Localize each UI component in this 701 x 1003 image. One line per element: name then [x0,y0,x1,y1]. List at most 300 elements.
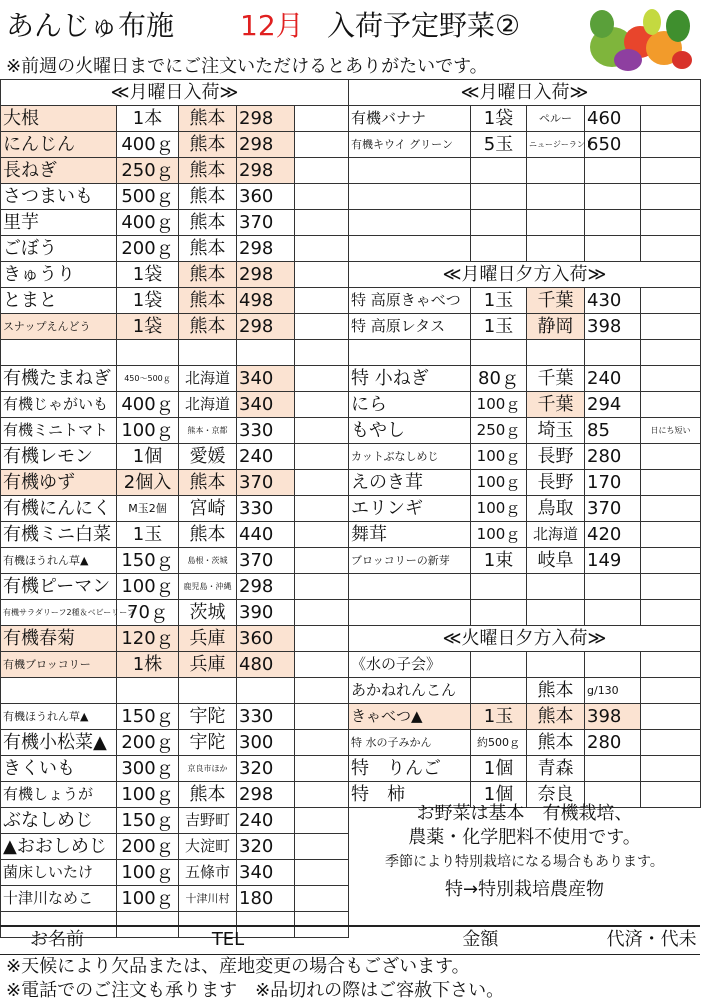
table-row [1,470,349,496]
item-price: 240 [237,808,295,834]
item-origin: 熊本 [179,184,237,210]
table-row [1,600,349,626]
order-qty-cell [295,210,349,236]
order-qty-cell [295,496,349,522]
item-quantity: 100ｇ [117,860,179,886]
item-origin: 奈良 [527,782,585,808]
item-quantity: 100ｇ [117,886,179,912]
order-qty-cell [295,652,349,678]
item-note [641,132,701,158]
item-note [641,574,701,600]
item-origin: 北海道 [179,366,237,392]
table-row [349,392,701,418]
item-name: きくいも [1,756,117,782]
item-price: 320 [237,834,295,860]
item-price: 340 [237,860,295,886]
order-qty-cell [295,106,349,132]
item-price: 390 [237,600,295,626]
item-note [641,678,701,704]
item-price: 280 [585,730,641,756]
item-origin: 宇陀 [179,730,237,756]
item-price: 360 [237,626,295,652]
item-quantity: 300ｇ [117,756,179,782]
table-row [1,626,349,652]
table-row [1,262,349,288]
monday-arrival-header-right: ≪月曜日入荷≫ [349,80,701,106]
item-price: 370 [237,210,295,236]
item-origin: 熊本 [179,158,237,184]
item-name: にら [349,392,471,418]
item-origin: 長野 [527,470,585,496]
item-quantity: 450～500ｇ [117,366,179,392]
item-price: 370 [237,548,295,574]
item-price: 180 [237,886,295,912]
item-price: 650 [585,132,641,158]
table-row [349,184,701,210]
item-origin: 北海道 [179,392,237,418]
item-name: カットぶなしめじ [349,444,471,470]
item-quantity: 1袋 [471,106,527,132]
item-price: 298 [237,158,295,184]
payment-status-label: 代済・代未 [606,929,697,950]
item-name: 特 高原きゃべつ [349,288,471,314]
item-price [237,678,295,704]
order-qty-cell [295,756,349,782]
item-name: 有機ブロッコリー [1,652,117,678]
item-price: 460 [585,106,641,132]
table-row [1,808,349,834]
item-quantity: 1玉 [471,704,527,730]
table-row [1,392,349,418]
item-name: 有機にんにく [1,496,117,522]
item-note [641,366,701,392]
table-row [349,548,701,574]
table-row [1,444,349,470]
monday-arrival-header: ≪月曜日入荷≫ [1,80,349,106]
item-origin: 青森 [527,756,585,782]
item-price: 298 [237,132,295,158]
item-origin: ニュージーランド [527,132,585,158]
table-row [349,574,701,600]
info-line-1: お野菜は基本 有機栽培、 [416,803,633,824]
item-name: 特 りんご [349,756,471,782]
item-origin: 茨城 [179,600,237,626]
table-row [349,340,701,366]
order-qty-cell [295,678,349,704]
item-origin: 熊本 [179,782,237,808]
item-origin: 十津川村 [179,886,237,912]
item-name: 有機ほうれん草▲ [1,704,117,730]
item-name [349,210,471,236]
table-row [1,288,349,314]
item-quantity: 250ｇ [117,158,179,184]
table-row [349,236,701,262]
item-quantity: 120ｇ [117,626,179,652]
item-origin: 京良市ほか [179,756,237,782]
item-origin: 熊本 [179,522,237,548]
table-row [1,132,349,158]
item-price: 149 [585,548,641,574]
item-origin: 長野 [527,444,585,470]
item-note [641,470,701,496]
item-price [585,236,641,262]
item-note [641,730,701,756]
item-origin: 島根・茨城 [179,548,237,574]
item-origin: 鳥取 [527,496,585,522]
order-qty-cell [295,262,349,288]
item-name: 有機たまねぎ [1,366,117,392]
info-box [349,795,700,923]
table-row [349,418,701,444]
item-quantity: 150ｇ [117,548,179,574]
item-quantity: 1袋 [117,262,179,288]
item-quantity [117,678,179,704]
item-origin [179,340,237,366]
table-row [349,106,701,132]
item-price: 298 [237,106,295,132]
item-quantity: 250ｇ [471,418,527,444]
item-origin: 兵庫 [179,652,237,678]
item-quantity: 150ｇ [117,808,179,834]
table-row [349,158,701,184]
table-row [1,574,349,600]
item-name: 有機しょうが [1,782,117,808]
item-origin: 熊本 [527,704,585,730]
item-price [585,158,641,184]
table-row [1,834,349,860]
order-qty-cell [295,834,349,860]
item-quantity: 100ｇ [471,522,527,548]
item-name: ブロッコリーの新芽 [349,548,471,574]
table-row [1,106,349,132]
item-quantity: 1袋 [117,288,179,314]
item-name: 有機レモン [1,444,117,470]
order-qty-cell [295,418,349,444]
item-price: 370 [237,470,295,496]
item-quantity: 100ｇ [471,392,527,418]
item-quantity: 200ｇ [117,236,179,262]
item-price: 170 [585,470,641,496]
item-price: 280 [585,444,641,470]
order-qty-cell [295,444,349,470]
item-origin: 熊本 [179,132,237,158]
item-name: 有機じゃがいも [1,392,117,418]
table-row [349,288,701,314]
item-note [641,184,701,210]
item-quantity: 5玉 [471,132,527,158]
item-name: 菌床しいたけ [1,860,117,886]
item-price: 85 [585,418,641,444]
item-quantity: M玉2個 [117,496,179,522]
table-row [1,314,349,340]
order-qty-cell [295,470,349,496]
item-origin: 千葉 [527,366,585,392]
item-quantity: 80ｇ [471,366,527,392]
order-qty-cell [295,548,349,574]
order-qty-cell [295,730,349,756]
table-row [349,132,701,158]
table-row [349,314,701,340]
item-quantity [471,158,527,184]
table-row [349,600,701,626]
item-name: 有機サラダリーフ2種＆ベビーリーフ [1,600,117,626]
bottom-note-2: ※電話でのご注文も承ります ※品切れの際はご容赦下さい。 [6,980,505,1001]
item-quantity: 1株 [117,652,179,678]
table-row [1,158,349,184]
table-row [1,340,349,366]
item-origin: 大淀町 [179,834,237,860]
bottom-notes [6,955,504,1003]
item-name: さつまいも [1,184,117,210]
item-origin: 五條市 [179,860,237,886]
item-price [585,600,641,626]
item-price: 300 [237,730,295,756]
table-row [1,236,349,262]
item-name: 特 高原レタス [349,314,471,340]
table-row [1,730,349,756]
item-price: 294 [585,392,641,418]
item-note [641,652,701,678]
item-quantity [471,340,527,366]
table-row [1,860,349,886]
item-quantity: 2個入 [117,470,179,496]
item-note [641,106,701,132]
item-name: 有機ミニ白菜 [1,522,117,548]
order-qty-cell [295,704,349,730]
table-row [1,652,349,678]
table-row [1,678,349,704]
item-price: 440 [237,522,295,548]
item-price: 340 [237,366,295,392]
item-price: 298 [237,262,295,288]
table-row [349,756,701,782]
item-quantity: 70ｇ [117,600,179,626]
item-quantity: 400ｇ [117,210,179,236]
item-note [641,236,701,262]
table-row [349,678,701,704]
item-origin: 埼玉 [527,418,585,444]
table-row [1,756,349,782]
bottom-note-1: ※天候により欠品または、産地変更の場合もございます。 [6,956,470,977]
monday-arrival-table [0,79,349,938]
item-name [349,236,471,262]
item-price: 298 [237,574,295,600]
item-origin: 熊本 [527,730,585,756]
item-name: 特 小ねぎ [349,366,471,392]
item-note [641,522,701,548]
item-name: 有機ピーマン [1,574,117,600]
item-note [641,548,701,574]
item-name: スナップえんどう [1,314,117,340]
amount-label: 金額 [462,929,499,950]
item-note: 日にち短い [641,418,701,444]
item-name: きゅうり [1,262,117,288]
item-name: ごぼう [1,236,117,262]
table-row [1,704,349,730]
order-qty-cell [295,626,349,652]
order-qty-cell [295,236,349,262]
item-price [585,340,641,366]
item-origin [527,210,585,236]
item-price: 240 [585,366,641,392]
item-origin [527,574,585,600]
right-arrival-table [348,79,701,808]
table-row [1,210,349,236]
item-quantity [471,678,527,704]
item-name: もやし [349,418,471,444]
item-quantity: 200ｇ [117,730,179,756]
item-price [237,340,295,366]
item-origin: 熊本・京都 [179,418,237,444]
item-origin: 岐阜 [527,548,585,574]
order-qty-cell [295,132,349,158]
item-quantity [471,600,527,626]
list-title: 入荷予定野菜② [327,9,521,42]
item-price: 298 [237,782,295,808]
order-qty-cell [295,600,349,626]
item-price [585,652,641,678]
item-note [641,496,701,522]
item-quantity: 1本 [117,106,179,132]
item-origin: 熊本 [527,678,585,704]
item-origin: 鹿児島・沖縄 [179,574,237,600]
item-origin: 静岡 [527,314,585,340]
item-name: ▲おおしめじ [1,834,117,860]
item-price: 330 [237,704,295,730]
order-qty-cell [295,288,349,314]
order-qty-cell [295,782,349,808]
item-quantity [471,210,527,236]
table-row [1,496,349,522]
order-qty-cell [295,340,349,366]
item-quantity: 400ｇ [117,132,179,158]
month-title: 12月 [240,9,304,42]
item-price [585,574,641,600]
item-quantity: 200ｇ [117,834,179,860]
table-row [349,522,701,548]
item-note [641,288,701,314]
item-quantity: 100ｇ [117,574,179,600]
order-notice: ※前週の火曜日までにご注文いただけるとありがたいです。 [6,56,488,77]
tuesday-evening-header: ≪火曜日夕方入荷≫ [349,626,701,652]
item-note [641,600,701,626]
item-price [585,210,641,236]
item-name: 有機小松菜▲ [1,730,117,756]
item-origin [527,652,585,678]
item-price: 298 [237,314,295,340]
vegetables-illustration-icon [582,2,694,74]
table-row [1,782,349,808]
item-origin: 吉野町 [179,808,237,834]
order-qty-cell [295,574,349,600]
item-name: えのき茸 [349,470,471,496]
item-origin: 千葉 [527,392,585,418]
item-name: きゃべつ▲ [349,704,471,730]
table-row [1,886,349,912]
item-note [641,392,701,418]
item-name: 有機ゆず [1,470,117,496]
info-line-4: 特→特別栽培農産物 [444,879,605,900]
item-quantity: 約500ｇ [471,730,527,756]
item-quantity: 100ｇ [117,418,179,444]
item-price: 298 [237,236,295,262]
order-qty-cell [295,392,349,418]
item-name [349,340,471,366]
item-name: 有機春菊 [1,626,117,652]
item-price: 340 [237,392,295,418]
item-name: にんじん [1,132,117,158]
item-quantity: 400ｇ [117,392,179,418]
table-row [1,548,349,574]
table-row [349,496,701,522]
item-origin [527,340,585,366]
item-quantity: 100ｇ [471,470,527,496]
item-note [641,756,701,782]
item-origin: 熊本 [179,288,237,314]
order-qty-cell [295,860,349,886]
item-quantity: 1袋 [117,314,179,340]
item-quantity [471,236,527,262]
order-qty-cell [295,366,349,392]
item-name: 有機キウイ グリーン [349,132,471,158]
item-origin [527,236,585,262]
item-price: g/130 [585,678,641,704]
item-name [1,678,117,704]
item-quantity: 100ｇ [471,444,527,470]
item-price: 320 [237,756,295,782]
table-row [1,366,349,392]
item-quantity [471,652,527,678]
item-quantity [471,574,527,600]
item-origin [527,600,585,626]
item-name: 特 水の子みかん [349,730,471,756]
item-name: エリンギ [349,496,471,522]
item-note [641,210,701,236]
item-price: 480 [237,652,295,678]
table-row [349,444,701,470]
info-line-2: 農薬・化学肥料不使用です。 [408,827,641,848]
item-name: あかねれんこん [349,678,471,704]
order-qty-cell [295,158,349,184]
item-name [1,340,117,366]
item-price: 420 [585,522,641,548]
item-price: 360 [237,184,295,210]
table-row [349,470,701,496]
table-row [349,730,701,756]
order-qty-cell [295,886,349,912]
item-origin: 熊本 [179,314,237,340]
shop-title: あんじゅ布施 [6,9,175,42]
item-quantity: 1個 [471,756,527,782]
order-qty-cell [295,314,349,340]
item-price: 370 [585,496,641,522]
table-row [349,652,701,678]
table-row [349,210,701,236]
item-origin: 熊本 [179,470,237,496]
item-note [641,704,701,730]
item-quantity: 1個 [117,444,179,470]
order-form-footer [0,925,700,955]
item-name: 有機ほうれん草▲ [1,548,117,574]
item-quantity: 100ｇ [471,496,527,522]
item-price: 330 [237,496,295,522]
item-quantity: 1玉 [471,288,527,314]
item-origin: 愛媛 [179,444,237,470]
item-quantity: 1玉 [117,522,179,548]
item-name [349,600,471,626]
item-name [349,184,471,210]
item-name: 特 柿 [349,782,471,808]
